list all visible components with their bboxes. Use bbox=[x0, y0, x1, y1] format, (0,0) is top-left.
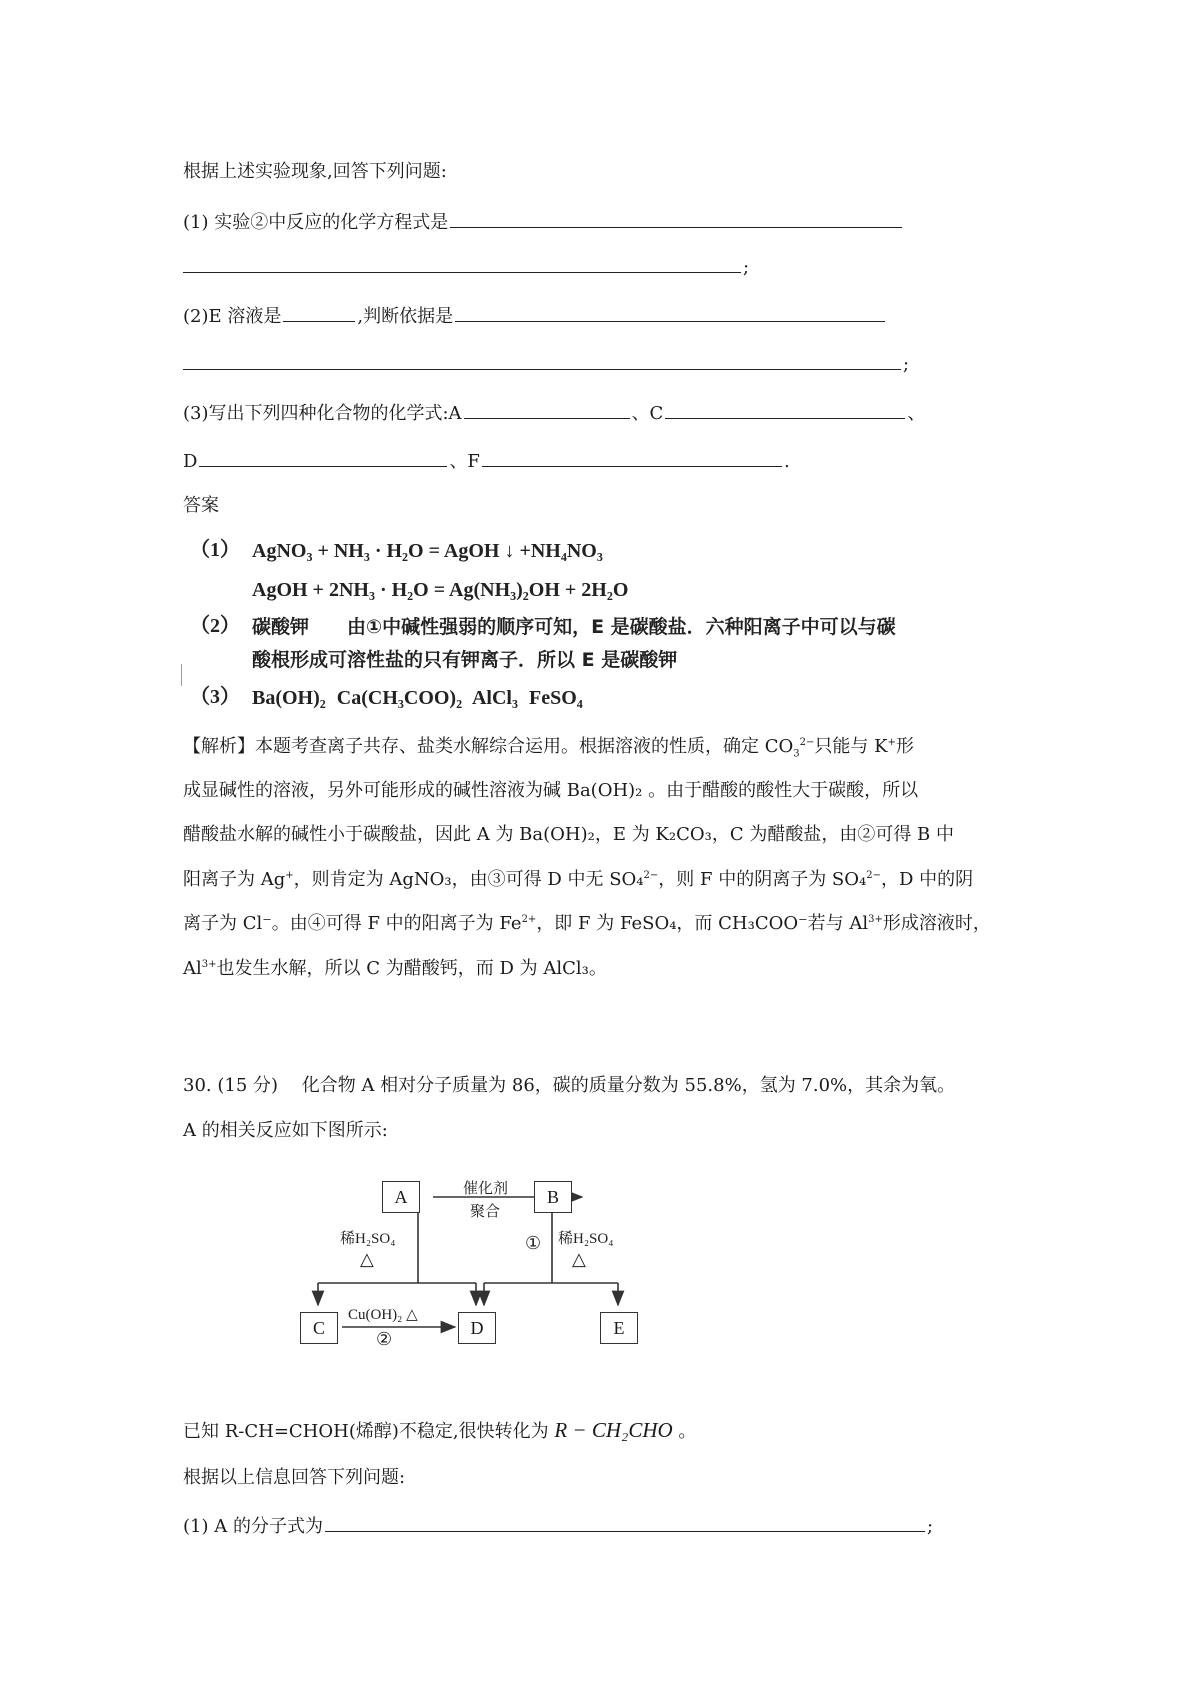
question-3-cont bbox=[183, 446, 790, 474]
analysis-l4a: 阳离子为 Ag bbox=[183, 869, 286, 890]
answer-1-label: （1） bbox=[190, 539, 240, 561]
analysis-l4b: ，则肯定为 AgNO₃，由③可得 D 中无 SO₄ bbox=[293, 869, 644, 890]
analysis-l1-sub: 3 bbox=[793, 748, 800, 760]
answer-1-equation-1: AgNO₃ + NH₃ · H₂O = AgOH ↓ +NH₄NO₃ bbox=[252, 540, 603, 562]
q1-answer-blank-1[interactable] bbox=[450, 207, 902, 228]
q3-c-label: 、C bbox=[631, 403, 664, 424]
q1-answer-blank-2[interactable] bbox=[183, 252, 741, 273]
analysis-l1a: 【解析】本题考查离子共存、盐类水解综合运用。根据溶液的性质，确定 CO bbox=[183, 736, 794, 757]
scan-mark bbox=[181, 664, 182, 686]
analysis-l6b: 也发生水解，所以 C 为醋酸钙，而 D 为 AlCl₃。 bbox=[216, 958, 607, 979]
node-c: C bbox=[300, 1312, 338, 1344]
label-right-reagent: 稀H₂SO₄ bbox=[558, 1231, 614, 1247]
analysis-line-6 bbox=[183, 949, 607, 989]
question-3 bbox=[183, 398, 925, 426]
question-1 bbox=[183, 207, 904, 235]
answer-heading: 答案 bbox=[183, 495, 219, 516]
question-2-cont bbox=[183, 349, 909, 377]
part-b-q1-blank[interactable] bbox=[325, 1511, 925, 1532]
part-b-q1-prefix: (1) A 的分子式为 bbox=[183, 1516, 323, 1537]
analysis-l5a: 离子为 Cl⁻。由④可得 F 中的阳离子为 Fe bbox=[183, 913, 522, 934]
node-a: A bbox=[382, 1181, 420, 1213]
answer-3-formulas: Ba(OH)₂ Ca(CH₃COO)₂ AlCl₃ FeSO₄ bbox=[252, 687, 583, 709]
q2-answer-blank-1[interactable] bbox=[283, 301, 355, 322]
q3-end: . bbox=[783, 451, 790, 472]
label-left-heat: △ bbox=[360, 1249, 374, 1269]
q1-end: ; bbox=[743, 257, 750, 278]
known-info bbox=[183, 1410, 696, 1452]
q30-line-2: A 的相关反应如下图所示: bbox=[183, 1120, 388, 1141]
intro-text: 根据上述实验现象,回答下列问题: bbox=[183, 161, 447, 182]
answer-3-label: （3） bbox=[190, 686, 240, 708]
analysis-line-4 bbox=[183, 860, 973, 900]
node-d: D bbox=[458, 1312, 496, 1344]
analysis-l6-sup: 3+ bbox=[201, 959, 217, 970]
question-2 bbox=[183, 301, 887, 329]
q2-answer-blank-3[interactable] bbox=[183, 349, 901, 370]
label-right-heat: △ bbox=[572, 1249, 586, 1269]
label-step-2: ② bbox=[376, 1329, 393, 1349]
q3-prefix: (3)写出下列四种化合物的化学式:A bbox=[183, 403, 462, 424]
answer-1-equation-2: AgOH + 2NH₃ · H₂O = Ag(NH₃)₂OH + 2H₂O bbox=[252, 579, 629, 601]
part-b-intro: 根据以上信息回答下列问题: bbox=[183, 1467, 406, 1488]
label-left-reagent: 稀H₂SO₄ bbox=[340, 1231, 396, 1247]
known-end: 。 bbox=[678, 1421, 697, 1442]
analysis-l6a: Al bbox=[183, 958, 202, 979]
q2-end: ; bbox=[903, 354, 910, 375]
q1-prefix: (1) 实验②中反应的化学方程式是 bbox=[183, 212, 449, 233]
part-b-q1-end: ; bbox=[926, 1516, 934, 1537]
q3-f-label: 、F bbox=[449, 451, 480, 472]
analysis-l1-sup: 2− bbox=[799, 737, 815, 748]
analysis-line-5 bbox=[183, 904, 991, 944]
analysis-l5-sup2: 3+ bbox=[868, 914, 883, 925]
analysis-l1-sup2: + bbox=[887, 737, 896, 748]
q3-c-blank[interactable] bbox=[665, 398, 905, 419]
reaction-diagram bbox=[300, 1175, 720, 1365]
analysis-l4c: ，则 F 中的阴离子为 SO₄ bbox=[658, 869, 867, 890]
label-polymerize: 聚合 bbox=[470, 1204, 501, 1220]
analysis-line-1 bbox=[183, 727, 914, 767]
label-step-1: ① bbox=[525, 1233, 542, 1253]
analysis-l5c: 形成溶液时， bbox=[882, 913, 991, 934]
analysis-l4-sup3: 2− bbox=[866, 870, 881, 881]
q3-d-label: D bbox=[183, 451, 198, 472]
analysis-line-2: 成显碱性的溶液，另外可能形成的碱性溶液为碱 Ba(OH)₂ 。由于醋酸的酸性大于碳酸，所以 bbox=[183, 780, 919, 801]
analysis-l1c: 形 bbox=[895, 736, 914, 757]
q30-line-1: 30. (15 分) 化合物 A 相对分子质量为 86，碳的质量分数为 55.8%，氢为 7.0%，其余为氧。 bbox=[183, 1075, 956, 1096]
analysis-l1b: 只能与 K bbox=[814, 736, 888, 757]
label-catalyst: 催化剂 bbox=[463, 1181, 509, 1197]
analysis-l5b: ，即 F 为 FeSO₄，而 CH₃COO⁻若与 Al bbox=[536, 913, 869, 934]
q2-prefix: (2)E 溶液是 bbox=[183, 306, 282, 327]
diagram-arrows bbox=[300, 1175, 720, 1365]
question-1-cont bbox=[183, 252, 749, 280]
analysis-line-3: 醋酸盐水解的碱性小于碳酸盐，因此 A 为 Ba(OH)₂，E 为 K₂CO₃，C 为醋酸盐，由②可得 B 中 bbox=[183, 824, 954, 845]
q2-mid: ,判断依据是 bbox=[357, 306, 454, 327]
answer-2-line-2: 酸根形成可溶性盐的只有钾离子．所以 E 是碳酸钾 bbox=[252, 649, 678, 671]
q3-d-blank[interactable] bbox=[199, 446, 447, 467]
known-formula: R − CH₂CHO bbox=[554, 1418, 673, 1442]
node-b: B bbox=[534, 1181, 572, 1213]
analysis-l4-sup: + bbox=[285, 870, 294, 881]
analysis-l4-sup2: 2− bbox=[643, 870, 659, 881]
analysis-l5-sup: 2+ bbox=[521, 914, 537, 925]
known-text: 已知 R-CH=CHOH(烯醇)不稳定,很快转化为 bbox=[183, 1421, 549, 1442]
answer-2-label: （2） bbox=[190, 615, 240, 637]
node-e: E bbox=[600, 1312, 638, 1344]
label-cuoh2: Cu(OH)₂ △ bbox=[348, 1307, 418, 1323]
q2-answer-blank-2[interactable] bbox=[455, 301, 885, 322]
q3-sep: 、 bbox=[907, 403, 926, 424]
analysis-l4d: ，D 中的阴 bbox=[880, 869, 974, 890]
q3-f-blank[interactable] bbox=[482, 446, 782, 467]
q3-a-blank[interactable] bbox=[464, 398, 630, 419]
part-b-question-1 bbox=[183, 1511, 933, 1539]
answer-2-line-1: 碳酸钾 由①中碱性强弱的顺序可知，E 是碳酸盐．六种阳离子中可以与碳 bbox=[252, 616, 896, 638]
